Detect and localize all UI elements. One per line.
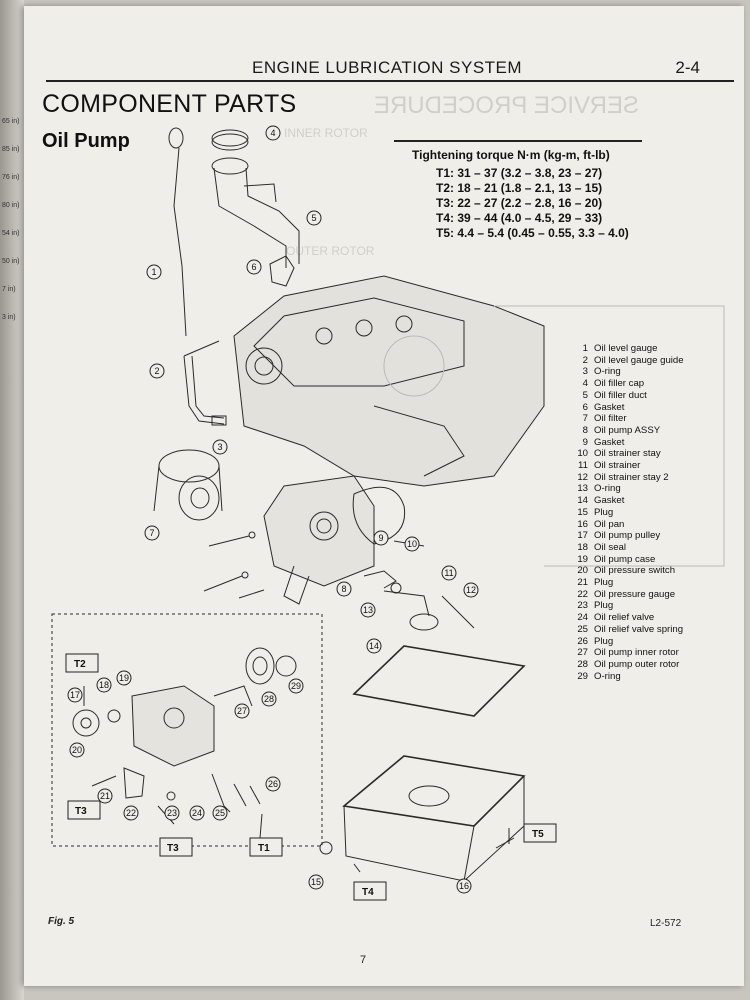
part-name: Plug bbox=[594, 635, 614, 647]
torque-box-t1 bbox=[250, 838, 282, 856]
bleed-through-3: OUTER ROTOR bbox=[286, 244, 375, 258]
part-number: 28 bbox=[577, 658, 588, 670]
part-name: Oil pump ASSY bbox=[594, 424, 661, 436]
callout-19 bbox=[117, 671, 131, 685]
torque-row: T4: 39 – 44 (4.0 – 4.5, 29 – 33) bbox=[436, 211, 603, 225]
bleed-through: SERVICE PROCEDURE bbox=[374, 92, 639, 119]
part-name: Oil strainer stay 2 bbox=[594, 471, 669, 483]
part-number: 4 bbox=[582, 378, 588, 390]
svg-text:20: 20 bbox=[71, 745, 83, 755]
callout-10 bbox=[405, 537, 419, 551]
svg-text:28: 28 bbox=[263, 694, 275, 704]
callout-22 bbox=[124, 806, 138, 820]
part-number: 10 bbox=[577, 448, 588, 460]
o-ring-13 bbox=[391, 583, 401, 593]
part-name: Oil level gauge guide bbox=[594, 354, 684, 366]
part-number: 17 bbox=[577, 530, 588, 542]
torque-row: T2: 18 – 21 (1.8 – 2.1, 13 – 15) bbox=[436, 181, 603, 195]
callout-1 bbox=[147, 265, 161, 279]
torque-box-t5 bbox=[524, 824, 556, 842]
svg-text:21: 21 bbox=[99, 791, 111, 801]
part-number: 12 bbox=[577, 471, 588, 483]
figure-code: L2-572 bbox=[650, 918, 682, 929]
callout-24 bbox=[190, 806, 204, 820]
svg-text:2: 2 bbox=[154, 366, 160, 376]
part-name: Plug bbox=[594, 577, 614, 589]
part-name: Oil pump case bbox=[594, 553, 656, 565]
callout-15 bbox=[309, 875, 323, 889]
svg-text:8: 8 bbox=[341, 584, 347, 594]
oil-filler-cap bbox=[212, 130, 248, 150]
oil-pan bbox=[344, 756, 524, 881]
part-name: O-ring bbox=[594, 366, 621, 378]
svg-text:14: 14 bbox=[368, 641, 380, 651]
callout-8 bbox=[337, 582, 351, 596]
previous-page-edge: 65 in) 85 in) 76 in) 80 in) 54 in) 50 in) 7 in) 3 in) bbox=[0, 0, 24, 1000]
header-title: ENGINE LUBRICATION SYSTEM bbox=[252, 58, 523, 77]
part-name: Gasket bbox=[594, 436, 625, 448]
exploded-diagram bbox=[24, 6, 744, 986]
part-name: Plug bbox=[594, 506, 614, 518]
svg-text:25: 25 bbox=[214, 808, 226, 818]
oil-level-gauge-guide bbox=[184, 341, 226, 425]
svg-text:15: 15 bbox=[310, 877, 322, 887]
oil-strainer-stay-2 bbox=[442, 596, 474, 628]
oil-pump-detail bbox=[73, 648, 296, 812]
svg-text:T1: T1 bbox=[258, 843, 270, 854]
callout-14 bbox=[367, 639, 381, 653]
part-number: 7 bbox=[582, 413, 588, 425]
gasket-6 bbox=[270, 256, 294, 286]
part-name: Oil seal bbox=[594, 541, 626, 553]
part-number: 24 bbox=[577, 612, 588, 624]
svg-text:3: 3 bbox=[217, 442, 223, 452]
part-name: Oil relief valve spring bbox=[594, 623, 684, 635]
callout-5 bbox=[307, 211, 321, 225]
part-name: Oil pressure switch bbox=[594, 565, 676, 577]
part-number: 27 bbox=[577, 647, 588, 659]
callout-20 bbox=[70, 743, 84, 757]
figure-label: Fig. 5 bbox=[48, 916, 75, 927]
part-number: 1 bbox=[582, 343, 588, 354]
callout-12 bbox=[464, 583, 478, 597]
oil-pan-gasket bbox=[354, 646, 524, 716]
oil-filler-duct bbox=[212, 158, 299, 268]
part-number: 19 bbox=[577, 553, 588, 565]
part-number: 3 bbox=[582, 366, 588, 378]
torque-box-t3b bbox=[160, 838, 192, 856]
part-name: Oil strainer bbox=[594, 460, 641, 472]
callout-23 bbox=[165, 806, 179, 820]
svg-text:16: 16 bbox=[458, 881, 470, 891]
part-name: Oil level gauge bbox=[594, 343, 658, 354]
svg-text:T5: T5 bbox=[532, 829, 544, 840]
part-number: 6 bbox=[582, 401, 588, 413]
callout-3 bbox=[213, 440, 227, 454]
svg-text:19: 19 bbox=[118, 673, 130, 683]
part-number: 23 bbox=[577, 600, 588, 612]
bleed-through-2: INNER ROTOR bbox=[284, 126, 368, 140]
part-name: O-ring bbox=[594, 483, 621, 495]
part-name: Oil pressure gauge bbox=[594, 588, 676, 600]
part-name: O-ring bbox=[594, 670, 621, 682]
svg-text:22: 22 bbox=[125, 808, 137, 818]
svg-text:9: 9 bbox=[378, 533, 384, 543]
svg-text:17: 17 bbox=[69, 690, 81, 700]
svg-text:6: 6 bbox=[251, 262, 257, 272]
part-number: 26 bbox=[577, 635, 588, 647]
torque-row: T5: 4.4 – 5.4 (0.45 – 0.55, 3.3 – 4.0) bbox=[436, 226, 629, 240]
part-number: 2 bbox=[582, 354, 588, 366]
callout-4 bbox=[266, 126, 280, 140]
oil-strainer bbox=[384, 591, 438, 630]
svg-text:T2: T2 bbox=[74, 659, 86, 670]
callout-13 bbox=[361, 603, 375, 617]
part-number: 11 bbox=[578, 460, 588, 472]
part-name: Oil filter bbox=[594, 413, 627, 425]
callout-28 bbox=[262, 692, 276, 706]
svg-text:11: 11 bbox=[444, 568, 454, 578]
part-number: 14 bbox=[577, 495, 588, 507]
page-number: 7 bbox=[360, 954, 367, 966]
part-name: Oil pump outer rotor bbox=[594, 658, 680, 670]
part-number: 21 bbox=[577, 577, 588, 589]
part-name: Gasket bbox=[594, 495, 625, 507]
svg-text:13: 13 bbox=[362, 605, 374, 615]
svg-text:T4: T4 bbox=[362, 887, 374, 898]
callout-21 bbox=[98, 789, 112, 803]
callout-11 bbox=[442, 566, 456, 580]
part-number: 29 bbox=[577, 670, 588, 682]
part-name: Oil pump inner rotor bbox=[594, 647, 679, 659]
oil-level-gauge bbox=[169, 128, 186, 336]
part-name: Oil strainer stay bbox=[594, 448, 661, 460]
part-number: 18 bbox=[577, 541, 588, 553]
callout-29 bbox=[289, 679, 303, 693]
torque-box-t3a bbox=[68, 801, 100, 819]
part-number: 9 bbox=[582, 436, 588, 448]
callout-6 bbox=[247, 260, 261, 274]
svg-text:1: 1 bbox=[151, 267, 157, 277]
part-number: 5 bbox=[582, 389, 588, 401]
svg-text:24: 24 bbox=[191, 808, 203, 818]
svg-text:T3: T3 bbox=[167, 843, 179, 854]
part-name: Gasket bbox=[594, 401, 625, 413]
svg-text:27: 27 bbox=[236, 706, 248, 716]
torque-heading: Tightening torque N·m (kg-m, ft-lb) bbox=[412, 148, 610, 162]
svg-text:4: 4 bbox=[270, 128, 276, 138]
svg-text:10: 10 bbox=[406, 539, 418, 549]
subsection-title: Oil Pump bbox=[42, 130, 130, 152]
callout-26 bbox=[266, 777, 280, 791]
part-number: 8 bbox=[582, 424, 588, 436]
part-number: 15 bbox=[577, 506, 588, 518]
header-page-ref: 2-4 bbox=[675, 58, 700, 77]
part-name: Plug bbox=[594, 600, 614, 612]
part-number: 13 bbox=[577, 483, 588, 495]
part-number: 16 bbox=[577, 518, 588, 530]
part-number: 22 bbox=[577, 588, 588, 600]
callout-25 bbox=[213, 806, 227, 820]
manual-page bbox=[24, 6, 744, 986]
callout-17 bbox=[68, 688, 82, 702]
svg-text:T3: T3 bbox=[75, 806, 87, 817]
svg-text:29: 29 bbox=[290, 681, 302, 691]
svg-text:5: 5 bbox=[311, 213, 317, 223]
svg-text:26: 26 bbox=[267, 779, 279, 789]
svg-text:12: 12 bbox=[465, 585, 477, 595]
part-name: Oil pump pulley bbox=[594, 530, 661, 542]
torque-box-t4 bbox=[354, 882, 386, 900]
callout-27 bbox=[235, 704, 249, 718]
callout-9 bbox=[374, 531, 388, 545]
torque-row: T1: 31 – 37 (3.2 – 3.8, 23 – 27) bbox=[436, 166, 603, 180]
callout-2 bbox=[150, 364, 164, 378]
oil-pump-assy bbox=[264, 476, 374, 604]
callout-18 bbox=[97, 678, 111, 692]
section-title: COMPONENT PARTS bbox=[42, 90, 297, 118]
svg-text:23: 23 bbox=[166, 808, 178, 818]
part-name: Oil filler cap bbox=[594, 378, 645, 390]
part-number: 20 bbox=[577, 565, 588, 577]
callout-16 bbox=[457, 879, 471, 893]
torque-row: T3: 22 – 27 (2.2 – 2.8, 16 – 20) bbox=[436, 196, 603, 210]
part-name: Oil pan bbox=[594, 518, 625, 530]
svg-text:7: 7 bbox=[149, 528, 155, 538]
part-name: Oil relief valve bbox=[594, 612, 655, 624]
torque-box-t2 bbox=[66, 654, 98, 672]
part-name: Oil filler duct bbox=[594, 389, 647, 401]
svg-text:18: 18 bbox=[98, 680, 110, 690]
callout-7 bbox=[145, 526, 159, 540]
oil-filter bbox=[154, 450, 222, 520]
part-number: 25 bbox=[577, 623, 588, 635]
